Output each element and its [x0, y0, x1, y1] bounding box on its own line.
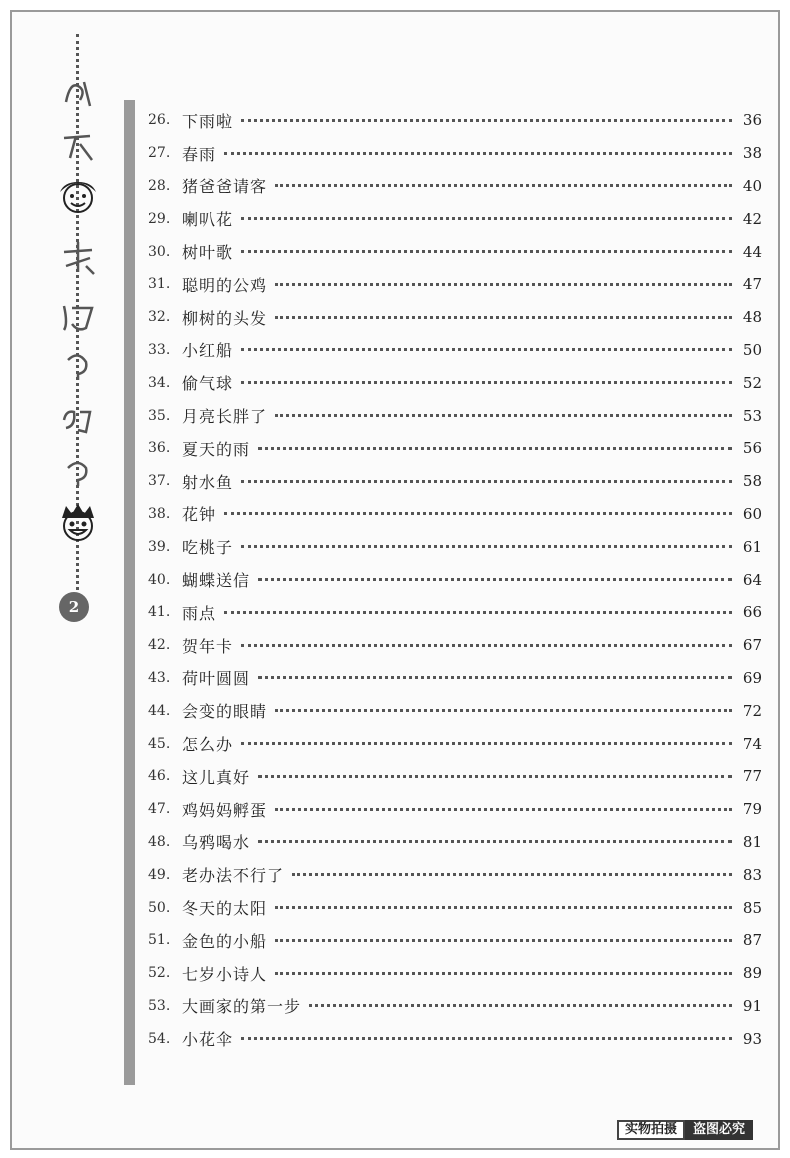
entry-number: 27.	[148, 145, 171, 162]
entry-title: 会变的眼睛	[182, 702, 268, 722]
toc-entry	[148, 170, 762, 203]
entry-page-number: 53	[742, 406, 762, 425]
entry-page-number: 58	[742, 472, 762, 491]
entry-page-number: 83	[742, 865, 762, 884]
toc-entry	[148, 596, 762, 629]
entry-number: 31.	[148, 276, 171, 293]
entry-title: 鸡妈妈孵蛋	[182, 800, 268, 820]
entry-number: 30.	[148, 243, 171, 260]
dot-leader	[275, 906, 732, 909]
entry-page-number: 69	[742, 668, 762, 687]
entry-number: 37.	[148, 473, 171, 490]
dot-leader	[224, 512, 732, 515]
entry-number: 47.	[148, 801, 171, 818]
handwritten-glyph-icon	[56, 346, 100, 390]
dot-leader	[309, 1004, 732, 1007]
entry-number: 42.	[148, 637, 171, 654]
dot-leader	[275, 972, 732, 975]
entry-title: 小花伞	[182, 1030, 234, 1050]
dot-leader	[241, 381, 732, 384]
dot-leader	[275, 316, 732, 319]
entry-title: 小红船	[182, 341, 234, 361]
entry-number: 44.	[148, 702, 171, 719]
toc-entry	[148, 432, 762, 465]
toc-entry	[148, 694, 762, 727]
entry-title: 聪明的公鸡	[182, 275, 268, 295]
dot-leader	[275, 184, 732, 187]
entry-page-number: 56	[742, 439, 762, 458]
entry-page-number: 93	[742, 1029, 762, 1048]
entry-number: 26.	[148, 112, 171, 129]
toc-entry	[148, 465, 762, 498]
toc-entry	[148, 629, 762, 662]
handwritten-glyph-icon	[56, 294, 100, 338]
toc-entry	[148, 399, 762, 432]
cartoon-face-boy-icon	[56, 502, 100, 546]
entry-number: 54.	[148, 1030, 171, 1047]
entry-title: 花钟	[182, 505, 217, 525]
entry-number: 43.	[148, 669, 171, 686]
entry-page-number: 60	[742, 504, 762, 523]
dot-leader	[258, 578, 732, 581]
entry-number: 52.	[148, 965, 171, 982]
handwritten-glyph-icon	[56, 452, 100, 496]
dot-leader	[275, 414, 732, 417]
entry-title: 春雨	[182, 144, 217, 164]
entry-page-number: 72	[742, 701, 762, 720]
toc-entry	[148, 1022, 762, 1055]
entry-page-number: 89	[742, 964, 762, 983]
entry-title: 树叶歌	[182, 243, 234, 263]
toc-entry	[148, 990, 762, 1023]
toc-entry	[148, 301, 762, 334]
entry-page-number: 40	[742, 176, 762, 195]
entry-number: 40.	[148, 571, 171, 588]
handwritten-glyph-icon	[56, 236, 100, 280]
toc-entry	[148, 235, 762, 268]
entry-page-number: 47	[742, 275, 762, 294]
watermark-stamp	[617, 1120, 753, 1140]
dot-leader	[241, 644, 732, 647]
toc-entry	[148, 662, 762, 695]
entry-title: 喇叭花	[182, 210, 234, 230]
table-of-contents	[148, 104, 762, 1055]
toc-entry	[148, 727, 762, 760]
entry-page-number: 44	[742, 242, 762, 261]
entry-page-number: 67	[742, 636, 762, 655]
entry-title: 蝴蝶送信	[182, 571, 251, 591]
entry-page-number: 77	[742, 767, 762, 786]
entry-number: 35.	[148, 407, 171, 424]
handwritten-glyph-icon	[56, 400, 100, 444]
dot-leader	[241, 742, 732, 745]
entry-number: 50.	[148, 899, 171, 916]
entry-page-number: 74	[742, 734, 762, 753]
entry-title: 柳树的头发	[182, 308, 268, 328]
entry-page-number: 36	[742, 111, 762, 130]
dot-leader	[224, 152, 732, 155]
entry-page-number: 48	[742, 308, 762, 327]
entry-number: 46.	[148, 768, 171, 785]
entry-title: 射水鱼	[182, 472, 234, 492]
entry-title: 雨点	[182, 603, 217, 623]
dot-leader	[224, 611, 732, 614]
toc-entry	[148, 202, 762, 235]
handwritten-glyph-icon	[56, 124, 100, 168]
dot-leader	[258, 676, 732, 679]
entry-page-number: 64	[742, 570, 762, 589]
dot-leader	[258, 840, 732, 843]
dot-leader	[241, 348, 732, 351]
entry-number: 39.	[148, 538, 171, 555]
entry-title: 月亮长胖了	[182, 407, 268, 427]
entry-number: 48.	[148, 833, 171, 850]
handwritten-glyph-icon	[56, 72, 100, 116]
entry-title: 冬天的太阳	[182, 899, 268, 919]
toc-entry	[148, 366, 762, 399]
dot-leader	[241, 545, 732, 548]
entry-page-number: 42	[742, 209, 762, 228]
toc-entry	[148, 858, 762, 891]
entry-title: 猪爸爸请客	[182, 177, 268, 197]
entry-title: 这儿真好	[182, 767, 251, 787]
toc-entry	[148, 760, 762, 793]
dot-leader	[258, 447, 732, 450]
entry-page-number: 87	[742, 931, 762, 950]
toc-entry	[148, 104, 762, 137]
entry-number: 49.	[148, 866, 171, 883]
entry-page-number: 85	[742, 898, 762, 917]
entry-page-number: 79	[742, 800, 762, 819]
toc-entry	[148, 530, 762, 563]
toc-entry	[148, 891, 762, 924]
toc-entry	[148, 826, 762, 859]
entry-title: 大画家的第一步	[182, 997, 302, 1017]
entry-number: 28.	[148, 177, 171, 194]
dot-leader	[275, 709, 732, 712]
dot-leader	[241, 480, 732, 483]
entry-number: 53.	[148, 997, 171, 1014]
entry-number: 51.	[148, 932, 171, 949]
entry-page-number: 66	[742, 603, 762, 622]
entry-title: 七岁小诗人	[182, 964, 268, 984]
book-page	[10, 10, 780, 1150]
entry-number: 41.	[148, 604, 171, 621]
entry-title: 荷叶圆圆	[182, 669, 251, 689]
toc-entry	[148, 334, 762, 367]
entry-page-number: 61	[742, 537, 762, 556]
dot-leader	[275, 939, 732, 942]
toc-entry	[148, 924, 762, 957]
entry-number: 33.	[148, 341, 171, 358]
toc-entry	[148, 498, 762, 531]
dot-leader	[275, 808, 732, 811]
entry-title: 金色的小船	[182, 931, 268, 951]
entry-title: 乌鸦喝水	[182, 833, 251, 853]
page-number-badge: 2	[59, 592, 89, 622]
toc-entry	[148, 563, 762, 596]
toc-entry	[148, 137, 762, 170]
entry-number: 38.	[148, 505, 171, 522]
stamp-right-text: 盗图必究	[685, 1120, 753, 1140]
cartoon-face-girl-icon	[56, 174, 100, 218]
entry-number: 36.	[148, 440, 171, 457]
entry-page-number: 50	[742, 340, 762, 359]
dot-leader	[275, 283, 732, 286]
entry-number: 32.	[148, 309, 171, 326]
toc-entry	[148, 268, 762, 301]
entry-page-number: 38	[742, 144, 762, 163]
toc-entry	[148, 793, 762, 826]
stamp-left-text: 实物拍摄	[617, 1120, 685, 1140]
dot-leader	[292, 873, 732, 876]
entry-number: 45.	[148, 735, 171, 752]
entry-title: 偷气球	[182, 374, 234, 394]
dot-leader	[241, 119, 732, 122]
dot-leader	[241, 250, 732, 253]
entry-title: 老办法不行了	[182, 866, 285, 886]
entry-number: 34.	[148, 374, 171, 391]
dot-leader	[258, 775, 732, 778]
entry-page-number: 81	[742, 832, 762, 851]
entry-title: 下雨啦	[182, 111, 234, 131]
entry-title: 吃桃子	[182, 538, 234, 558]
entry-page-number: 91	[742, 996, 762, 1015]
entry-title: 怎么办	[182, 735, 234, 755]
dot-leader	[241, 217, 732, 220]
toc-entry	[148, 957, 762, 990]
entry-number: 29.	[148, 210, 171, 227]
dot-leader	[241, 1037, 732, 1040]
entry-page-number: 52	[742, 373, 762, 392]
entry-title: 贺年卡	[182, 636, 234, 656]
side-divider-bar	[124, 100, 135, 1085]
entry-title: 夏天的雨	[182, 439, 251, 459]
